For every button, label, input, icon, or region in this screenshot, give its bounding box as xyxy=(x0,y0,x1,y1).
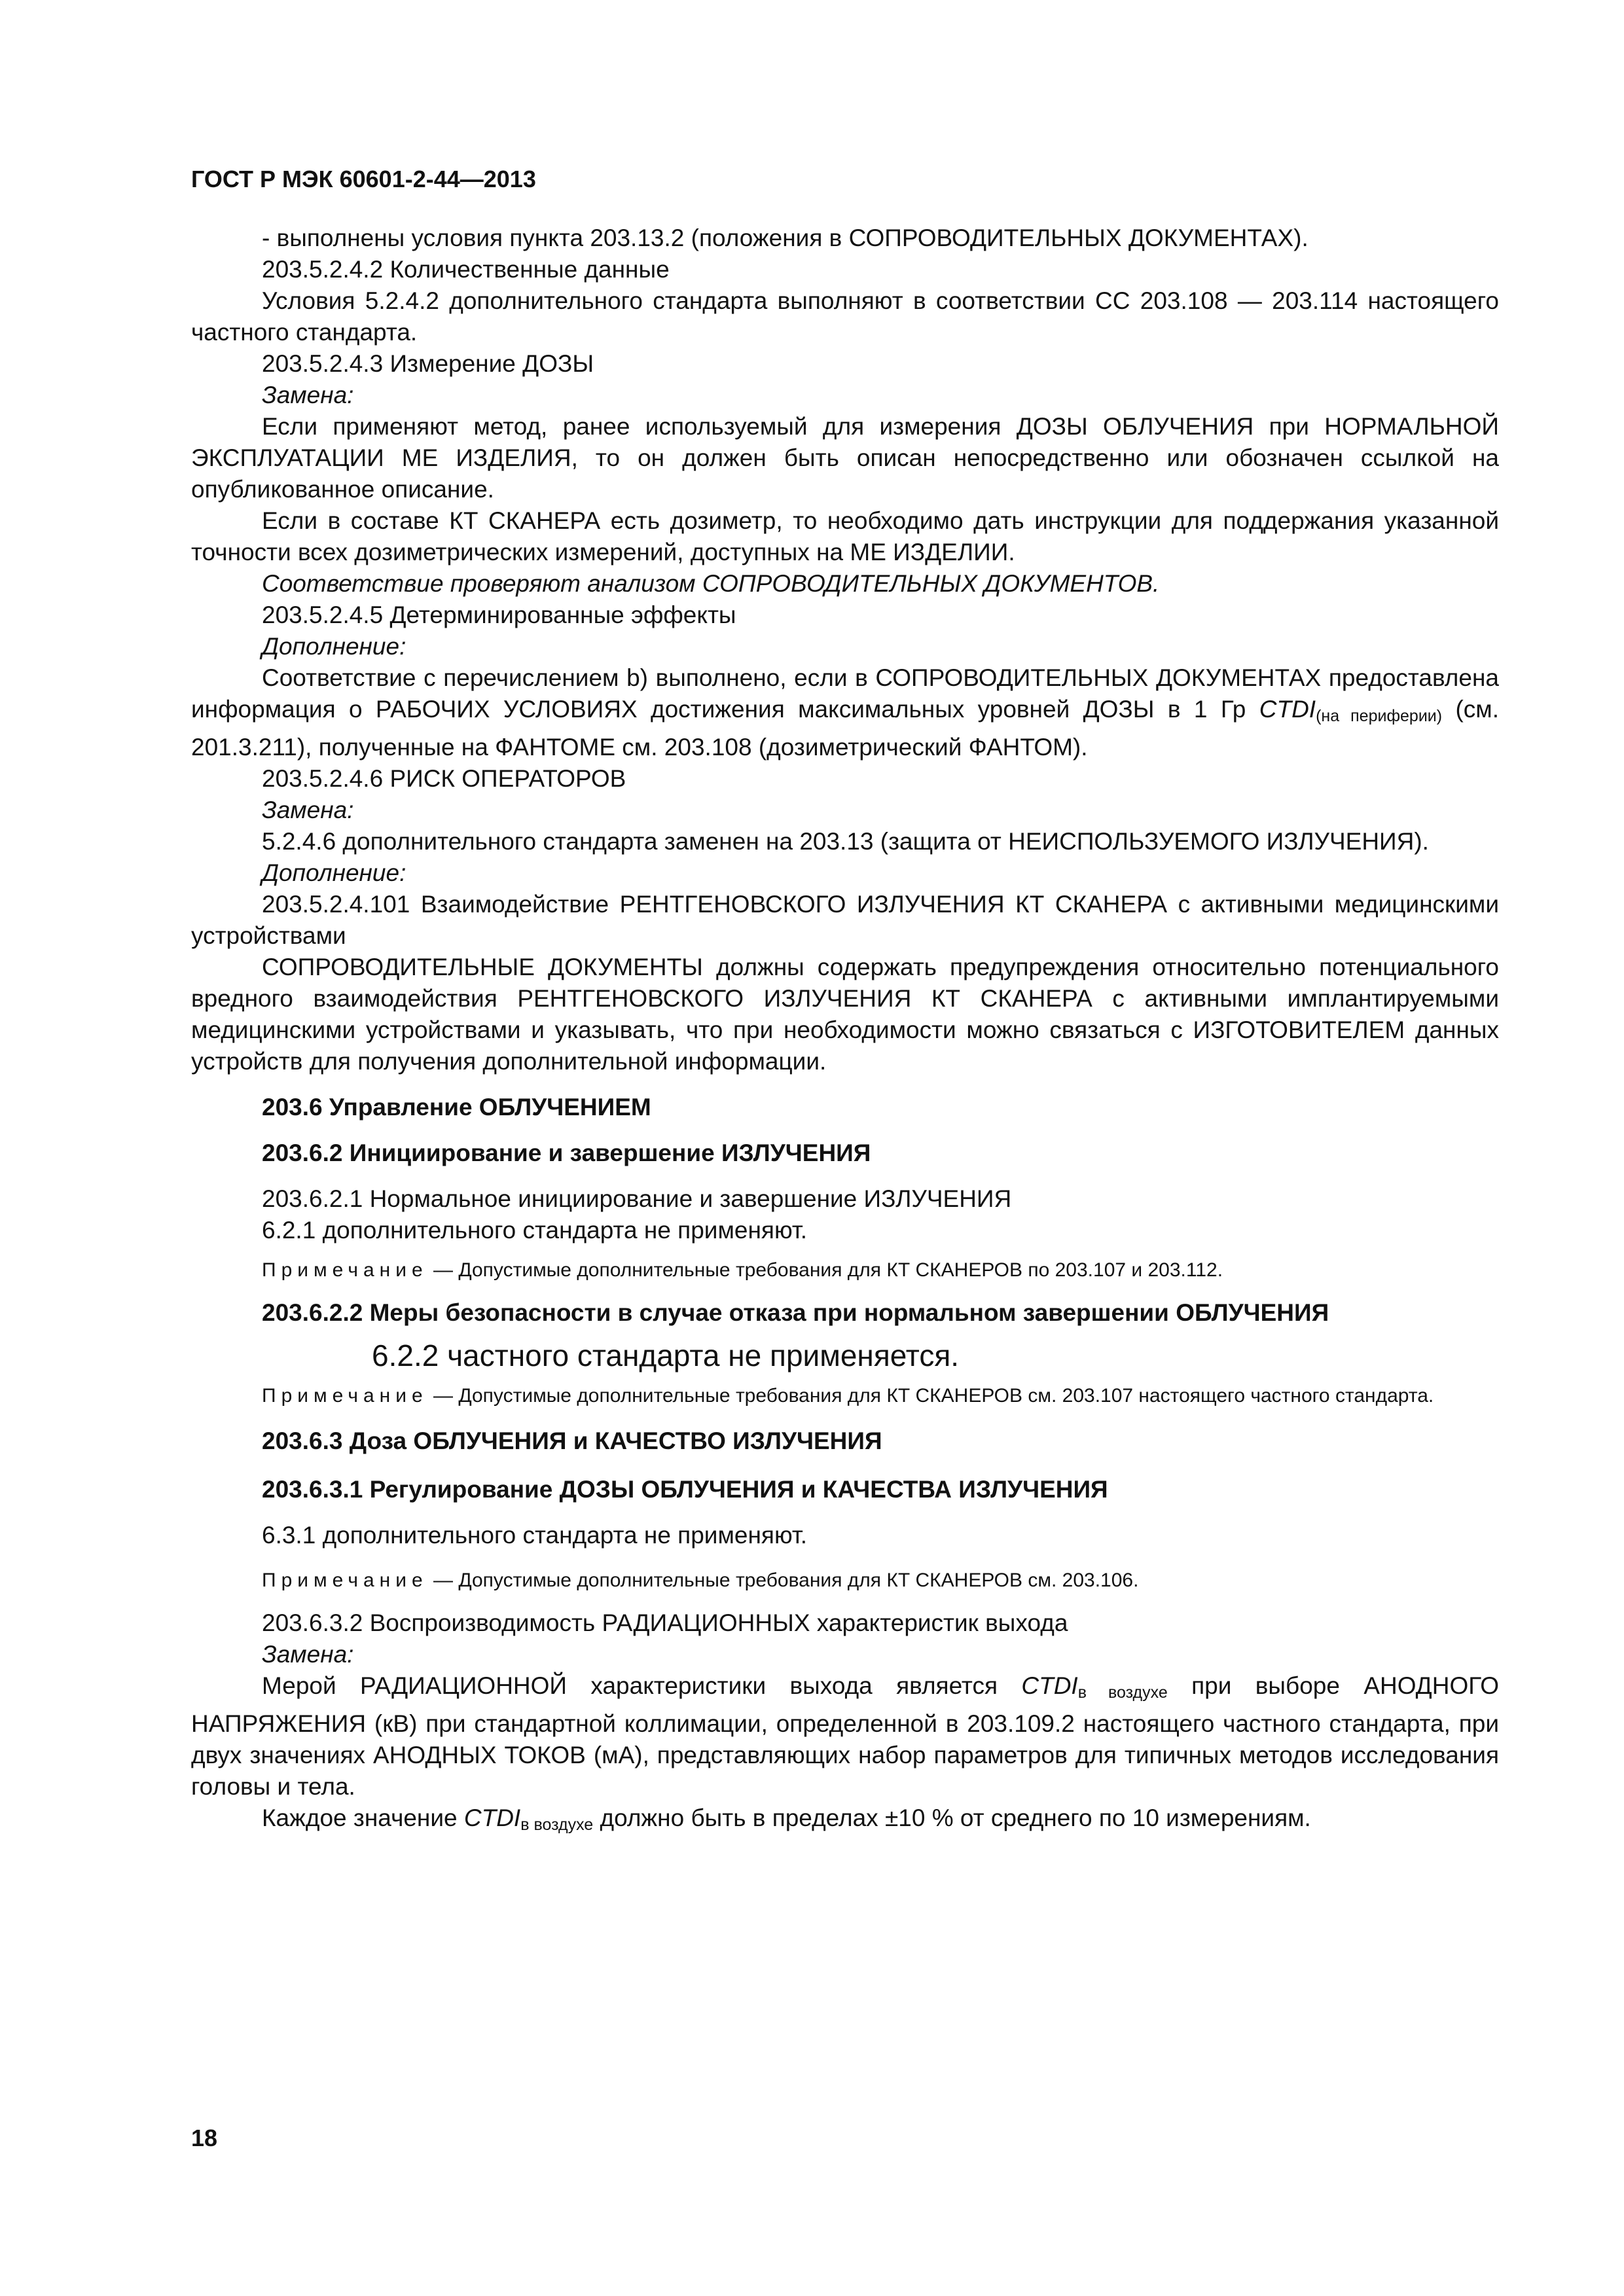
text-run: должно быть в пределах ±10 % от среднего по 10 измерениям. xyxy=(593,1804,1311,1831)
ctdi-subscript: в воздухе xyxy=(520,1816,594,1834)
text-run: (см. 201.3.211), полученные на ФАНТОМЕ см. 203.108 (дозиметрический ФАНТОМ). xyxy=(191,696,1499,761)
paragraph: 6.3.1 дополнительного стандарта не применяют. xyxy=(262,1522,808,1549)
ctdi-symbol: CTDI xyxy=(1021,1672,1078,1699)
ctdi-subscript: в воздухе xyxy=(1077,1683,1168,1702)
amendment-label: Замена: xyxy=(262,797,354,823)
text-run: Мерой РАДИАЦИОННОЙ характеристики выхода является xyxy=(262,1672,1022,1699)
amendment-label: Замена: xyxy=(262,1641,354,1668)
amendment-label: Дополнение: xyxy=(262,859,406,886)
paragraph: СОПРОВОДИТЕЛЬНЫЕ ДОКУМЕНТЫ должны содержать предупреждения относительно потенциального вредного взаимодействия РЕНТГЕНОВСКОГО ИЗЛУЧЕНИЯ КТ СКАНЕРА с активными имплантируемыми медицинскими устройствами и указывать, что при необходимости можно связаться с ИЗГОТОВИТЕЛЕМ данных устройств для получения дополнительной информации. xyxy=(191,954,1499,1075)
document-header: ГОСТ Р МЭК 60601-2-44—2013 xyxy=(191,166,536,192)
clause-heading: 203.5.2.4.5 Детерминированные эффекты xyxy=(262,601,736,628)
paragraph: Условия 5.2.4.2 дополнительного стандарта выполняют в соответствии СС 203.108 — 203.114 настоящего частного стандарта. xyxy=(191,287,1499,346)
note-text: — Допустимые дополнительные требования для КТ СКАНЕРОВ см. 203.107 настоящего частного стандарта. xyxy=(427,1385,1434,1407)
note xyxy=(191,1258,1499,1283)
section-heading: 203.6 Управление ОБЛУЧЕНИЕМ xyxy=(262,1094,651,1121)
text-run: Каждое значение xyxy=(262,1804,464,1831)
text-run: при выборе АНОДНОГО НАПРЯЖЕНИЯ (кВ) при стандартной коллимации, определенной в 203.109.2 настоящего частного стандарта, при двух значениях АНОДНЫХ ТОКОВ (мА), представляющих набор параметров для типичных методов исследования головы и тела. xyxy=(191,1672,1499,1800)
clause-heading: 203.5.2.4.101 Взаимодействие РЕНТГЕНОВСКОГО ИЗЛУЧЕНИЯ КТ СКАНЕРА с активными медицинскими устройствами xyxy=(191,891,1499,949)
paragraph: Если применяют метод, ранее используемый для измерения ДОЗЫ ОБЛУЧЕНИЯ при НОРМАЛЬНОЙ ЭКСПЛУАТАЦИИ МЕ ИЗДЕЛИЯ, то он должен быть описан непосредственно или обозначен ссылкой на опубликованное описание. xyxy=(191,413,1499,503)
paragraph-large: 6.2.2 частного стандарта не применяется. xyxy=(372,1338,960,1372)
clause-heading: 203.5.2.4.6 РИСК ОПЕРАТОРОВ xyxy=(262,765,626,792)
page-number: 18 xyxy=(191,2125,218,2151)
note-text: — Допустимые дополнительные требования для КТ СКАНЕРОВ по 203.107 и 203.112. xyxy=(427,1259,1223,1281)
note-label: Примечание xyxy=(262,1570,428,1591)
ctdi-symbol: CTDI xyxy=(463,1804,521,1831)
amendment-label: Дополнение: xyxy=(262,633,406,660)
note-text: — Допустимые дополнительные требования для КТ СКАНЕРОВ см. 203.106. xyxy=(427,1570,1139,1591)
note-label: Примечание xyxy=(262,1259,428,1281)
page-body xyxy=(191,223,1499,1840)
ctdi-symbol: CTDI xyxy=(1259,696,1316,723)
amendment-label: Замена: xyxy=(262,382,354,408)
paragraph xyxy=(191,1670,1499,1803)
note-label: Примечание xyxy=(262,1385,428,1407)
paragraph: Если в составе КТ СКАНЕРА есть дозиметр, то необходимо дать инструкции для поддержания указанной точности всех дозиметрических измерений, доступных на МЕ ИЗДЕЛИИ. xyxy=(191,507,1499,565)
ctdi-subscript: (на периферии) xyxy=(1316,707,1443,725)
compliance-statement: Соответствие проверяют анализом СОПРОВОДИТЕЛЬНЫХ ДОКУМЕНТОВ. xyxy=(262,570,1160,597)
section-heading: 203.6.2.2 Меры безопасности в случае отказа при нормальном завершении ОБЛУЧЕНИЯ xyxy=(262,1299,1329,1326)
clause-heading: 203.6.3.2 Воспроизводимость РАДИАЦИОННЫХ характеристик выхода xyxy=(262,1609,1068,1636)
section-heading: 203.6.2 Инициирование и завершение ИЗЛУЧЕНИЯ xyxy=(262,1139,871,1166)
paragraph: - выполнены условия пункта 203.13.2 (положения в СОПРОВОДИТЕЛЬНЫХ ДОКУМЕНТАХ). xyxy=(262,224,1308,251)
clause-heading: 203.5.2.4.3 Измерение ДОЗЫ xyxy=(262,350,594,377)
paragraph: 5.2.4.6 дополнительного стандарта заменен на 203.13 (защита от НЕИСПОЛЬЗУЕМОГО ИЗЛУЧЕНИЯ). xyxy=(262,828,1429,855)
note xyxy=(191,1568,1499,1593)
clause-heading: 203.5.2.4.2 Количественные данные xyxy=(262,256,670,283)
section-heading: 203.6.3 Доза ОБЛУЧЕНИЯ и КАЧЕСТВО ИЗЛУЧЕНИЯ xyxy=(262,1427,882,1454)
note xyxy=(191,1384,1499,1408)
section-heading: 203.6.3.1 Регулирование ДОЗЫ ОБЛУЧЕНИЯ и КАЧЕСТВА ИЗЛУЧЕНИЯ xyxy=(262,1476,1108,1503)
text-run: Соответствие с перечислением b) выполнено, если в СОПРОВОДИТЕЛЬНЫХ ДОКУМЕНТАХ предоставлена информация о РАБОЧИХ УСЛОВИЯХ достижения максимальных уровней ДОЗЫ в 1 Гр xyxy=(191,664,1499,723)
paragraph xyxy=(191,662,1499,763)
clause-heading: 203.6.2.1 Нормальное инициирование и завершение ИЗЛУЧЕНИЯ xyxy=(262,1185,1012,1212)
paragraph xyxy=(191,1803,1499,1840)
paragraph: 6.2.1 дополнительного стандарта не применяют. xyxy=(262,1217,808,1244)
